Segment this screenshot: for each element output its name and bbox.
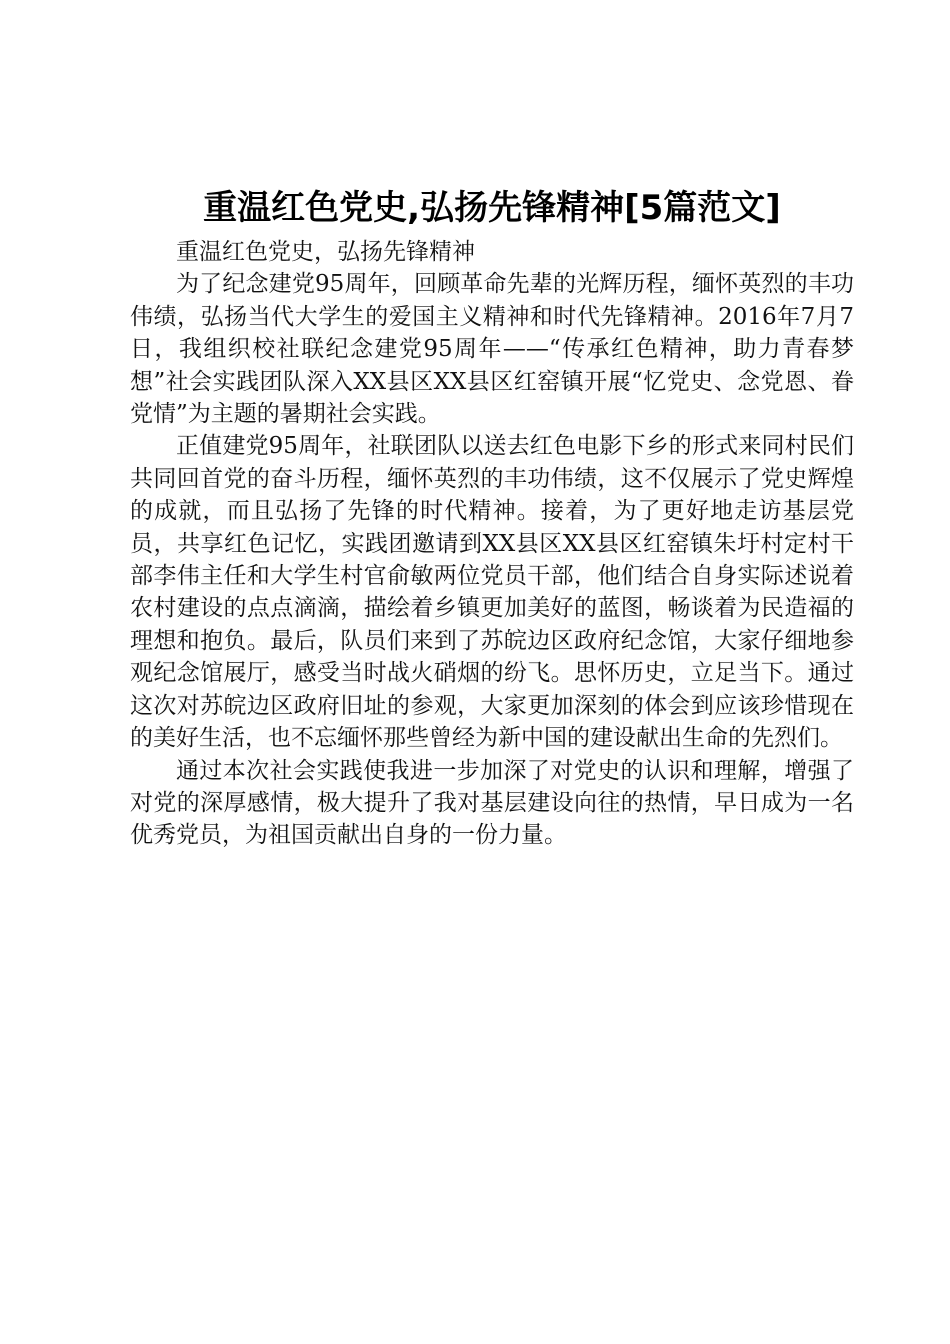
document-body [130, 236, 854, 852]
body-paragraph: 正值建党95周年，社联团队以送去红色电影下乡的形式来同村民们共同回首党的奋斗历程，缅怀英烈的丰功伟绩，这不仅展示了党史辉煌的成就，而且弘扬了先锋的时代精神。接着，为了更好地走访基层党员，共享红色记忆，实践团邀请到XX县区XX县区红窑镇朱圩村定村干部李伟主任和大学生村官俞敏两位党员干部，他们结合自身实际述说着农村建设的点点滴滴，描绘着乡镇更加美好的蓝图，畅谈着为民造福的理想和抱负。最后，队员们来到了苏皖边区政府纪念馆，大家仔细地参观纪念馆展厅，感受当时战火硝烟的纷飞。思怀历史，立足当下。通过这次对苏皖边区政府旧址的参观，大家更加深刻的体会到应该珍惜现在的美好生活，也不忘缅怀那些曾经为新中国的建设献出生命的先烈们。 [130, 433, 854, 752]
document-title: 重温红色党史,弘扬先锋精神[5篇范文] [203, 188, 781, 228]
subtitle-paragraph: 重温红色党史，弘扬先锋精神 [176, 239, 475, 265]
body-paragraph: 为了纪念建党95周年，回顾革命先辈的光辉历程，缅怀英烈的丰功伟绩，弘扬当代大学生的爱国主义精神和时代先锋精神。2016年7月7日，我组织校社联纪念建党95周年——“传承红色精神，助力青春梦想”社会实践团队深入XX县区XX县区红窑镇开展“忆党史、念党恩、眷党情”为主题的暑期社会实践。 [130, 271, 854, 428]
document-content [130, 186, 854, 852]
body-paragraph: 通过本次社会实践使我进一步加深了对党史的认识和理解，增强了对党的深厚感情，极大提升了我对基层建设向往的热情，早日成为一名优秀党员，为祖国贡献出自身的一份力量。 [130, 757, 854, 849]
